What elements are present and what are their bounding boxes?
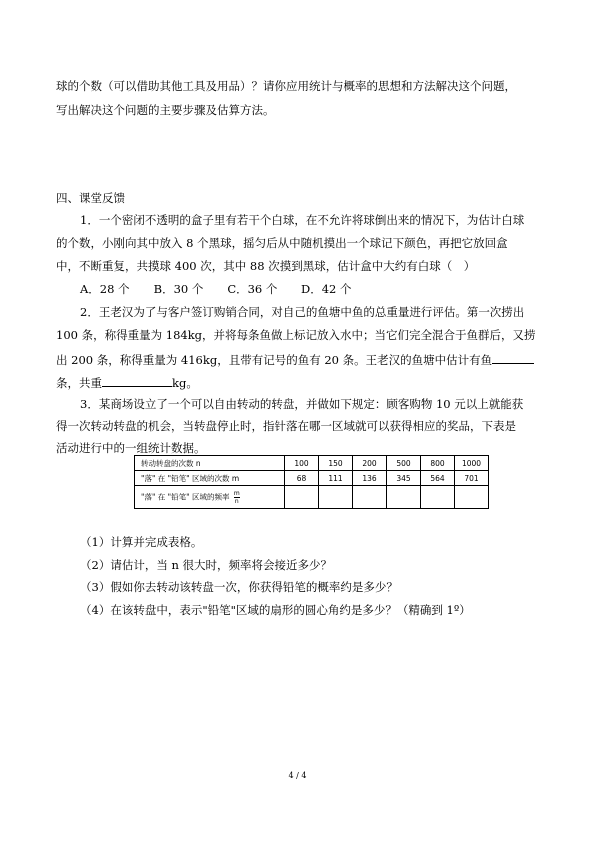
table-cell: 111 [319,471,353,486]
fraction-denominator: n [234,497,239,505]
section-title: 四、课堂反馈 [56,191,125,205]
q1-option-a: A．28 个 [80,282,130,296]
q1-option-b: B．30 个 [153,282,204,296]
q2-line-1: 2．王老汉为了与客户签订购销合同，对自己的鱼塘中鱼的总重量进行评估。第一次捞出 [80,305,525,319]
table-row-label: "落" 在 "铅笔" 区域的次数 m [135,471,285,486]
q2-fish-count-blank[interactable] [492,351,534,364]
table-row-label: 转动转盘的次数 n [135,456,285,471]
fraction-m-over-n [234,490,240,505]
q3-sub-4: （4）在该转盘中，表示"铅笔"区域的扇形的圆心角约是多少？（精确到 1º） [80,603,471,617]
q1-option-c: C．36 个 [227,282,278,296]
table-cell: 500 [387,456,421,471]
table-cell: 701 [455,471,489,486]
fraction-numerator: m [233,489,240,497]
frequency-input-cell[interactable] [387,486,421,509]
q1-line-2: 的个数，小刚向其中放入 8 个黑球，摇匀后从中随机摸出一个球记下颜色，再把它放回盒 [56,236,508,250]
table-cell: 1000 [455,456,489,471]
table-cell: 345 [387,471,421,486]
q2-line-4-b: kg。 [172,376,198,390]
intro-line-1: 球的个数（可以借助其他工具及用品）？请你应用统计与概率的思想和方法解决这个问题， [56,79,516,93]
table-cell: 564 [421,471,455,486]
table-cell: 800 [421,456,455,471]
table-row-frequency [135,486,489,509]
q3-line-2: 得一次转动转盘的机会，当转盘停止时，指针落在哪一区域就可以获得相应的奖品，下表是 [56,419,516,433]
q3-sub-2: （2）请估计，当 n 很大时，频率将会接近多少？ [80,558,333,572]
q1-option-d: D．42 个 [300,282,352,296]
table-cell: 200 [353,456,387,471]
table-cell: 68 [285,471,319,486]
table-row-label [135,486,285,509]
q2-weight-blank[interactable] [102,374,172,387]
q2-line-4 [56,374,198,391]
q2-line-3-text: 出 200 条，称得重量为 416kg，且带有记号的鱼有 20 条。王老汉的鱼塘中估计有鱼 [56,353,493,367]
table-row-m [135,471,489,486]
q3-line-1: 3．某商场设立了一个可以自由转动的转盘，并做如下规定：顾客购物 10 元以上就能获 [80,397,524,411]
q2-line-2: 100 条，称得重量为 184kg，并将每条鱼做上标记放入水中；当它们完全混合于鱼群后，又捞 [56,328,536,342]
q3-line-3: 活动进行中的一组统计数据。 [56,441,206,455]
table-cell: 136 [353,471,387,486]
q1-line-3: 中，不断重复，共摸球 400 次，其中 88 次摸到黑球，估计盒中大约有白球（ ） [56,259,476,273]
q2-line-4-a: 条，共重 [56,376,102,390]
frequency-input-cell[interactable] [353,486,387,509]
table-cell: 100 [285,456,319,471]
q1-options [80,282,351,297]
page-number: 4 / 4 [288,771,307,780]
table-cell: 150 [319,456,353,471]
q2-line-3 [56,351,534,368]
table-row-n [135,456,489,471]
frequency-input-cell[interactable] [421,486,455,509]
q3-sub-1: （1）计算并完成表格。 [80,535,203,549]
frequency-input-cell[interactable] [455,486,489,509]
frequency-label: "落" 在 "铅笔" 区域的频率 [141,492,230,501]
frequency-input-cell[interactable] [285,486,319,509]
q3-sub-3: （3）假如你去转动该转盘一次，你获得铅笔的概率约是多少？ [80,580,398,594]
frequency-input-cell[interactable] [319,486,353,509]
statistics-table [134,455,489,509]
q1-line-1: 1．一个密闭不透明的盒子里有若干个白球，在不允许将球倒出来的情况下，为估计白球 [80,213,525,227]
intro-line-2: 写出解决这个问题的主要步骤及估算方法。 [56,103,275,117]
